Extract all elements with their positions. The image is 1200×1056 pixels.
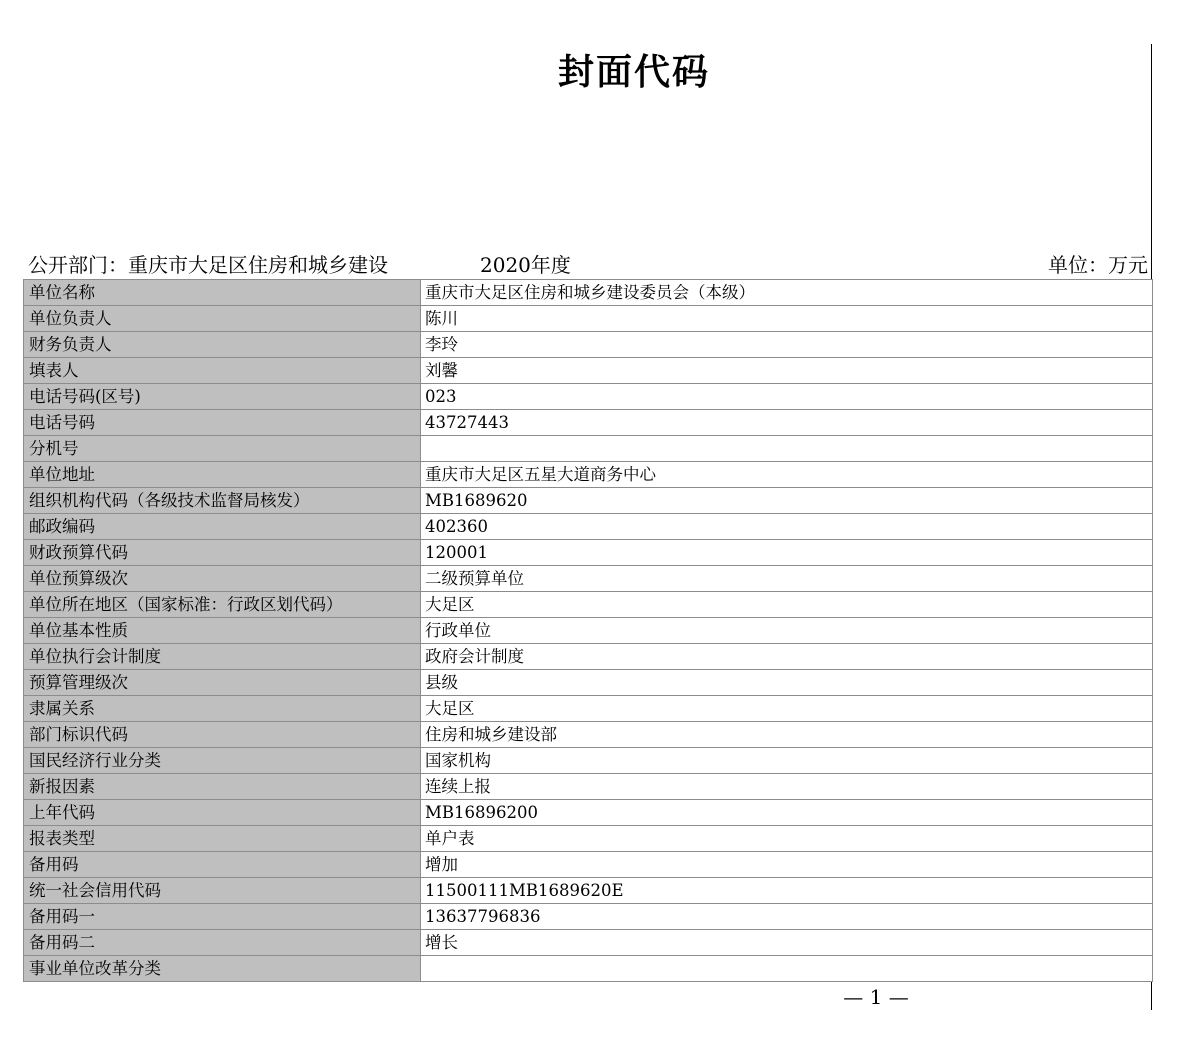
row-value: 增长 xyxy=(421,930,1153,956)
row-value: 43727443 xyxy=(421,410,1153,436)
table-row xyxy=(24,722,1153,748)
table-row xyxy=(24,592,1153,618)
row-value: 13637796836 xyxy=(421,904,1153,930)
row-value: 023 xyxy=(421,384,1153,410)
row-value: 120001 xyxy=(421,540,1153,566)
row-label: 单位名称 xyxy=(24,280,421,306)
table-row xyxy=(24,488,1153,514)
row-value: 大足区 xyxy=(421,592,1153,618)
row-value: 增加 xyxy=(421,852,1153,878)
row-label: 邮政编码 xyxy=(24,514,421,540)
row-label: 备用码 xyxy=(24,852,421,878)
row-label: 填表人 xyxy=(24,358,421,384)
table-row xyxy=(24,774,1153,800)
table-row xyxy=(24,332,1153,358)
row-value: 李玲 xyxy=(421,332,1153,358)
row-value: 住房和城乡建设部 xyxy=(421,722,1153,748)
table-row xyxy=(24,696,1153,722)
row-label: 单位基本性质 xyxy=(24,618,421,644)
table-row xyxy=(24,306,1153,332)
table-row xyxy=(24,800,1153,826)
row-label: 分机号 xyxy=(24,436,421,462)
table-row xyxy=(24,618,1153,644)
row-value: MB1689620 xyxy=(421,488,1153,514)
department-label: 公开部门：重庆市大足区住房和城乡建设 xyxy=(28,253,388,277)
table-row xyxy=(24,540,1153,566)
row-label: 上年代码 xyxy=(24,800,421,826)
row-label: 组织机构代码（各级技术监督局核发） xyxy=(24,488,421,514)
table-row xyxy=(24,852,1153,878)
table-row xyxy=(24,358,1153,384)
row-value: 大足区 xyxy=(421,696,1153,722)
table-row xyxy=(24,930,1153,956)
report-year: 2020年度 xyxy=(480,253,571,277)
table-row xyxy=(24,384,1153,410)
table-row xyxy=(24,826,1153,852)
row-label: 电话号码(区号) xyxy=(24,384,421,410)
row-label: 备用码二 xyxy=(24,930,421,956)
row-label: 单位所在地区（国家标准：行政区划代码） xyxy=(24,592,421,618)
page-title: 封面代码 xyxy=(557,52,710,93)
row-label: 隶属关系 xyxy=(24,696,421,722)
row-label: 新报因素 xyxy=(24,774,421,800)
row-value: 行政单位 xyxy=(421,618,1153,644)
row-value: MB16896200 xyxy=(421,800,1153,826)
row-label: 单位地址 xyxy=(24,462,421,488)
row-value: 连续上报 xyxy=(421,774,1153,800)
page-number: — 1 — xyxy=(843,985,909,1009)
row-label: 单位负责人 xyxy=(24,306,421,332)
row-label: 部门标识代码 xyxy=(24,722,421,748)
table-row xyxy=(24,566,1153,592)
row-value xyxy=(421,436,1153,462)
table-row xyxy=(24,644,1153,670)
row-label: 备用码一 xyxy=(24,904,421,930)
table-row xyxy=(24,436,1153,462)
table-row xyxy=(24,410,1153,436)
row-label: 电话号码 xyxy=(24,410,421,436)
report-meta-row xyxy=(28,252,1150,279)
row-value: 二级预算单位 xyxy=(421,566,1153,592)
table-row xyxy=(24,748,1153,774)
row-value: 单户表 xyxy=(421,826,1153,852)
row-label: 国民经济行业分类 xyxy=(24,748,421,774)
row-label: 单位预算级次 xyxy=(24,566,421,592)
row-value: 重庆市大足区五星大道商务中心 xyxy=(421,462,1153,488)
table-row xyxy=(24,280,1153,306)
table-row xyxy=(24,462,1153,488)
row-value: 11500111MB1689620E xyxy=(421,878,1153,904)
table-row xyxy=(24,956,1153,982)
row-value xyxy=(421,956,1153,982)
row-label: 事业单位改革分类 xyxy=(24,956,421,982)
row-value: 县级 xyxy=(421,670,1153,696)
currency-unit: 单位：万元 xyxy=(1048,253,1148,277)
row-value: 重庆市大足区住房和城乡建设委员会（本级） xyxy=(421,280,1153,306)
table-row xyxy=(24,878,1153,904)
row-label: 财政预算代码 xyxy=(24,540,421,566)
row-label: 财务负责人 xyxy=(24,332,421,358)
row-value: 402360 xyxy=(421,514,1153,540)
cover-code-table xyxy=(23,279,1153,982)
row-label: 单位执行会计制度 xyxy=(24,644,421,670)
table-row xyxy=(24,514,1153,540)
row-value: 陈川 xyxy=(421,306,1153,332)
row-value: 国家机构 xyxy=(421,748,1153,774)
row-value: 刘馨 xyxy=(421,358,1153,384)
row-label: 预算管理级次 xyxy=(24,670,421,696)
row-label: 报表类型 xyxy=(24,826,421,852)
row-label: 统一社会信用代码 xyxy=(24,878,421,904)
cover-code-table-body xyxy=(24,280,1153,982)
table-row xyxy=(24,904,1153,930)
row-value: 政府会计制度 xyxy=(421,644,1153,670)
table-row xyxy=(24,670,1153,696)
